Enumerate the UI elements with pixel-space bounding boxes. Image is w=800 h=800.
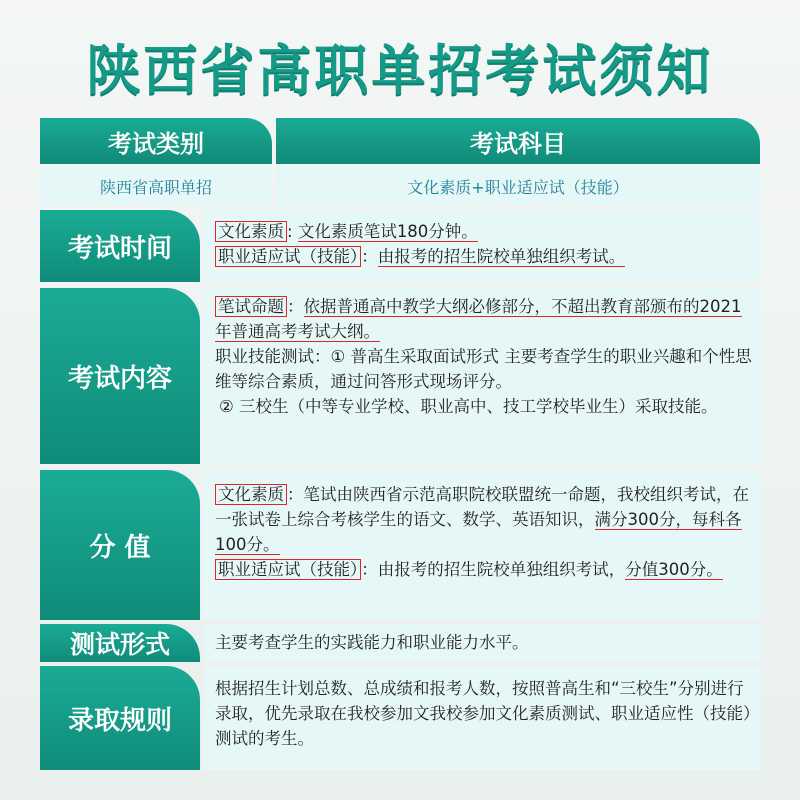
written-key: 笔试命题 <box>215 296 287 317</box>
label-exam-content: 考试内容 <box>40 288 200 464</box>
vocational-time: 由报考的招生院校单独组织考试。 <box>377 247 626 266</box>
content-para-2: 职业技能测试：① 普高生采取面试形式 主要考查学生的职业兴趣和个性思维等综合素质，通过问答形式现场评分。 <box>215 347 752 391</box>
score-culture-key: 文化素质 <box>215 484 287 505</box>
page-title: 陕西省高职单招考试须知 <box>86 39 714 102</box>
vocational-score: 分值300分。 <box>625 560 723 579</box>
time-line-2: 职业适应试（技能） ：由报考的招生院校单独组织考试。 <box>215 244 752 269</box>
score-para-1: 文化素质 ：笔试由陕西省示范高职院校联盟统一命题，我校组织考试，在一张试卷上综合考核学生的语文、数学、英语知识，满分300分，每科各100分。 <box>215 485 749 554</box>
exam-subjects-value: 文化素质+职业适应试（技能） <box>276 166 760 206</box>
content-exam-time <box>203 210 760 282</box>
written-desc: 依据普通高中教学大纲必修部分，不超出教育部颁布的2021年普通高考考试大纲。 <box>215 297 742 341</box>
score-para-2: 职业适应试（技能） ：由报考的招生院校单独组织考试，分值300分。 <box>215 557 752 582</box>
time-line-1: 文化素质 : 文化素质笔试180分钟。 <box>215 219 752 244</box>
content-admission-rules: 根据招生计划总数、总成绩和报考人数，按照普高生和“三校生”分别进行录取，优先录取在我校参加文我校参加文化素质测试、职业适应性（技能）测试的考生。 <box>203 666 760 770</box>
content-score <box>203 470 760 620</box>
content-test-format: 主要考查学生的实践能力和职业能力水平。 <box>203 624 760 662</box>
vocational-key: 职业适应试（技能） <box>215 246 361 267</box>
culture-key: 文化素质 <box>215 221 287 242</box>
score-vocational-key: 职业适应试（技能） <box>215 559 361 580</box>
content-para-3: ② 三校生（中等专业学校、职业高中、技工学校毕业生）采取技能。 <box>219 397 718 416</box>
exam-category-value: 陕西省高职单招 <box>40 166 272 206</box>
header-exam-subjects: 考试科目 <box>276 118 760 164</box>
label-admission-rules: 录取规则 <box>40 666 200 770</box>
content-para-1: 笔试命题 ：依据普通高中教学大纲必修部分，不超出教育部颁布的2021年普通高考考试大纲。 <box>215 297 742 341</box>
culture-full-score: 满分300分，每科各100分。 <box>215 510 742 554</box>
culture-time: 文化素质笔试180分钟。 <box>297 222 478 241</box>
label-exam-time: 考试时间 <box>40 210 200 282</box>
label-test-format: 测试形式 <box>40 624 200 662</box>
header-exam-category: 考试类别 <box>40 118 272 164</box>
label-score: 分 值 <box>40 470 200 620</box>
content-exam-content <box>203 288 760 464</box>
